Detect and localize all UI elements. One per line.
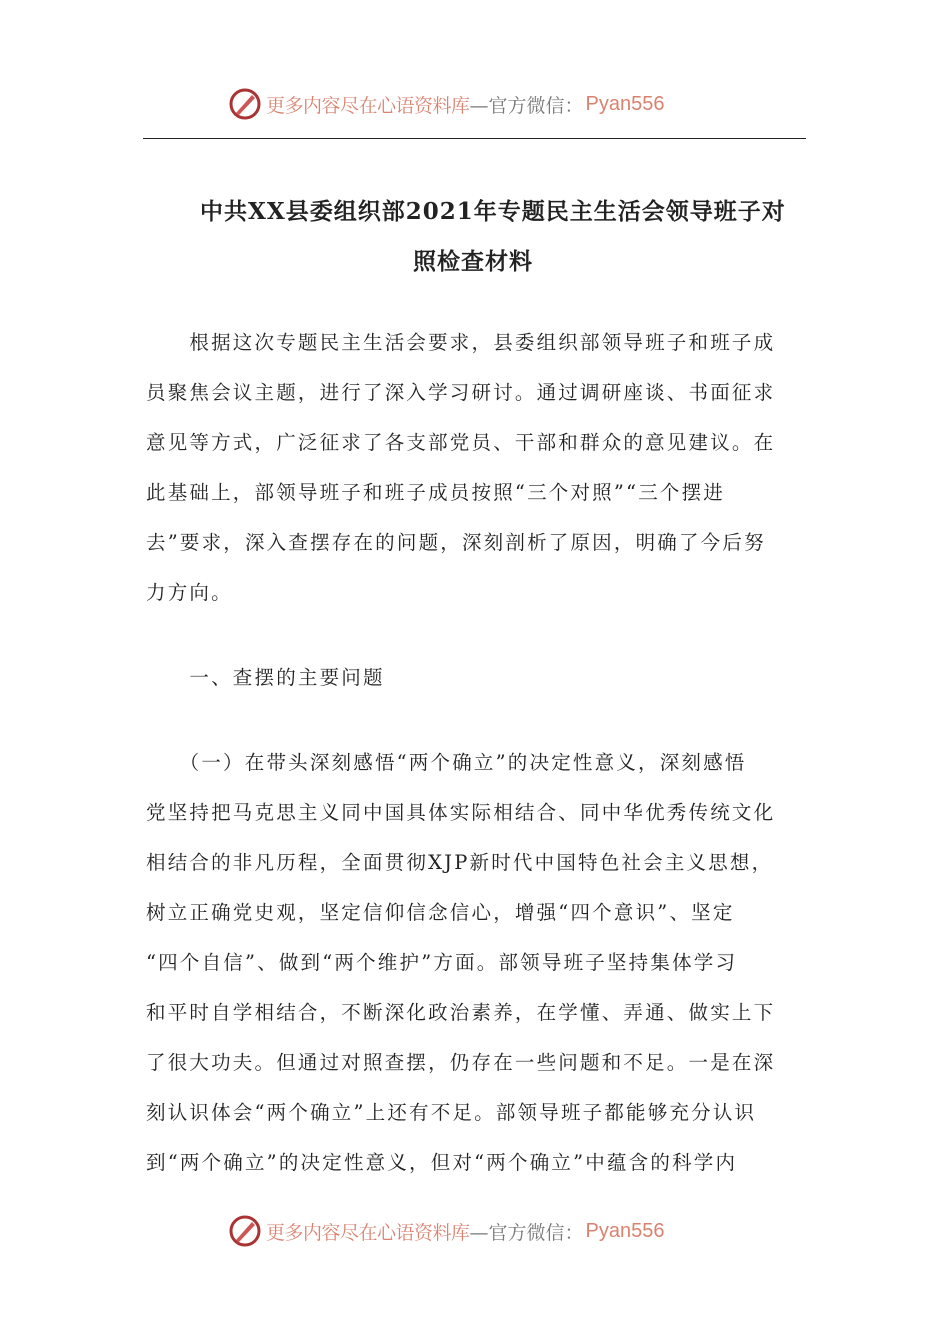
banner-wechat-id: Pyan556	[585, 1219, 665, 1242]
banner-wechat-id: Pyan556	[585, 92, 665, 115]
body-line: 员聚焦会议主题，进行了深入学习研讨。通过调研座谈、书面征求	[146, 381, 776, 404]
body-line: 刻认识体会“两个确立”上还有不足。部领导班子都能够充分认识	[146, 1101, 757, 1124]
quill-logo-icon	[228, 1214, 262, 1248]
body-line: （一）在带头深刻感悟“两个确立”的决定性意义，深刻感悟	[146, 751, 747, 774]
body-line: 力方向。	[146, 581, 233, 604]
document-title-line-1: 中共XX县委组织部2021年专题民主生活会领导班子对	[200, 198, 786, 225]
header-watermark-banner	[228, 86, 728, 122]
section-heading: 一、查摆的主要问题	[146, 666, 385, 689]
body-line: 到“两个确立”的决定性意义，但对“两个确立”中蕴含的科学内	[146, 1151, 738, 1174]
body-line: 党坚持把马克思主义同中国具体实际相结合、同中华优秀传统文化	[146, 801, 776, 824]
document-title-line-2: 照检查材料	[413, 248, 533, 275]
banner-wechat-label: —官方微信：	[469, 94, 584, 117]
banner-wechat-label: —官方微信：	[469, 1221, 584, 1244]
body-line: 相结合的非凡历程，全面贯彻XJP新时代中国特色社会主义思想，	[146, 851, 774, 874]
footer-watermark-banner	[228, 1213, 728, 1249]
body-line: 树立正确党史观，坚定信仰信念信心，增强“四个意识”、坚定	[146, 901, 735, 924]
body-line: 意见等方式，广泛征求了各支部党员、干部和群众的意见建议。在	[146, 431, 776, 454]
body-line: 根据这次专题民主生活会要求，县委组织部领导班子和班子成	[146, 331, 776, 354]
body-line: 去”要求，深入查摆存在的问题，深刻剖析了原因，明确了今后努	[146, 531, 766, 554]
banner-text: 更多内容尽在心语资料库	[266, 94, 470, 117]
header-divider	[143, 138, 806, 139]
body-line: 了很大功夫。但通过对照查摆，仍存在一些问题和不足。一是在深	[146, 1051, 776, 1074]
body-line: 和平时自学相结合，不断深化政治素养，在学懂、弄通、做实上下	[146, 1001, 776, 1024]
quill-logo-icon	[228, 87, 262, 121]
body-line: 此基础上，部领导班子和班子成员按照“三个对照”“三个摆进	[146, 481, 726, 504]
body-line: “四个自信”、做到“两个维护”方面。部领导班子坚持集体学习	[146, 951, 738, 974]
banner-text: 更多内容尽在心语资料库	[266, 1221, 470, 1244]
